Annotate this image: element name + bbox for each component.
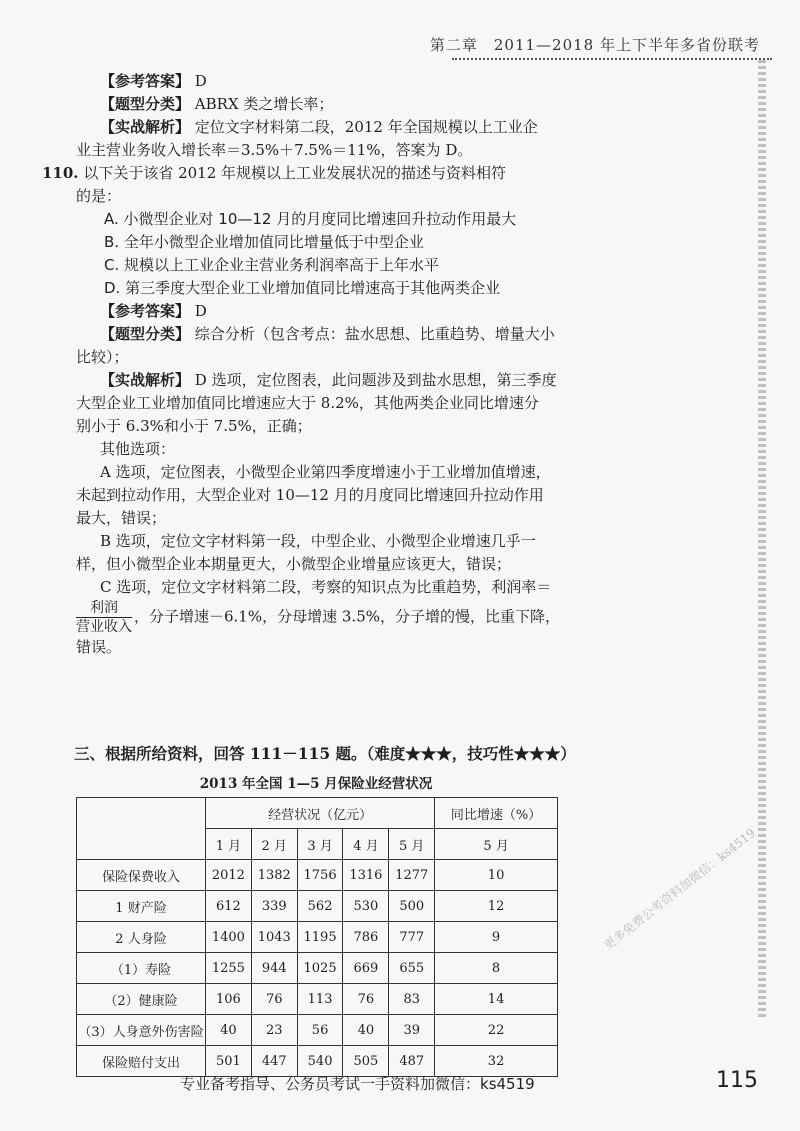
question-stem: 以下关于该省 2012 年规模以上工业发展状况的描述与资料相符 [83, 164, 507, 182]
other-options-label: 其他选项： [100, 440, 176, 458]
question-number: 110. [42, 164, 79, 182]
growth-cell: 14 [435, 984, 558, 1015]
fraction-numerator: 利润 [76, 599, 132, 618]
option-b: B. 全年小微型企业增加值同比增量低于中型企业 [104, 233, 424, 251]
growth-cell: 9 [435, 922, 558, 953]
fraction-denominator: 营业收入 [76, 619, 132, 635]
type-value: 比较）； [76, 348, 129, 366]
table-cell: 56 [297, 1015, 343, 1046]
analysis-label: 【实战解析】 [100, 371, 191, 389]
question-stem: 的是： [76, 187, 122, 205]
table-cell: 113 [297, 984, 343, 1015]
answer-value: D [194, 72, 207, 90]
table-cell: 501 [206, 1046, 252, 1077]
analysis-text: 定位文字材料第二段，2012 年全国规模以上工业企 [194, 118, 538, 136]
table-title: 2013 年全国 1—5 月保险业经营状况 [199, 776, 433, 792]
table-corner-cell [77, 798, 206, 860]
table-row [77, 922, 558, 953]
analysis-text: D 选项，定位图表，此问题涉及到盐水思想，第三季度 [194, 371, 557, 389]
growth-header: 同比增速（%） [435, 798, 558, 829]
footer-text: 专业备考指导、公务员考试一手资料加微信：ks4519 [180, 1075, 535, 1093]
table-cell: 76 [251, 984, 297, 1015]
table-cell: 505 [343, 1046, 389, 1077]
table-cell: 76 [343, 984, 389, 1015]
q110-type [76, 323, 556, 346]
page-number: 115 [716, 1068, 758, 1093]
header-divider [452, 58, 772, 60]
q110-stem [42, 162, 556, 185]
table-cell: 1400 [206, 922, 252, 953]
month-header: 3 月 [297, 829, 343, 860]
table-row [77, 1046, 558, 1077]
table-cell: 1195 [297, 922, 343, 953]
answer-value: D [194, 302, 207, 320]
table-cell: 500 [389, 891, 435, 922]
running-header: 第二章 2011—2018 年上下半年多省份联考 [429, 36, 760, 54]
table-row [77, 984, 558, 1015]
analysis-text: 别小于 6.3%和小于 7.5%，正确； [76, 417, 312, 435]
table-row [77, 953, 558, 984]
month-header: 5 月 [389, 829, 435, 860]
growth-cell: 22 [435, 1015, 558, 1046]
growth-month-header: 5 月 [435, 829, 558, 860]
row-label: 保险赔付支出 [77, 1046, 206, 1077]
table-header-row [77, 798, 558, 829]
growth-cell: 12 [435, 891, 558, 922]
profit-margin-fraction [76, 599, 132, 636]
table-cell: 1316 [343, 860, 389, 891]
growth-cell: 8 [435, 953, 558, 984]
option-c-analysis: 错误。 [76, 638, 122, 656]
table-cell: 944 [251, 953, 297, 984]
table-row [77, 860, 558, 891]
month-header: 2 月 [251, 829, 297, 860]
section-heading: 三、根据所给资料，回答 111－115 题。（难度★★★，技巧性★★★） [74, 744, 576, 763]
option-a-analysis: 最大，错误； [76, 509, 167, 527]
table-cell: 786 [343, 922, 389, 953]
table-cell: 655 [389, 953, 435, 984]
table-cell: 487 [389, 1046, 435, 1077]
q109-answer [76, 70, 556, 93]
row-label: 1 财产险 [77, 891, 206, 922]
table-cell: 1382 [251, 860, 297, 891]
option-a-analysis: A 选项，定位图表，小微型企业第四季度增速小于工业增加值增速， [100, 463, 551, 481]
table-row [77, 891, 558, 922]
group-header: 经营状况（亿元） [206, 798, 435, 829]
table-cell: 1043 [251, 922, 297, 953]
watermark: 更多免费公考资料加微信：ks4519 [601, 825, 758, 953]
type-label: 【题型分类】 [100, 95, 191, 113]
q110-analysis [76, 369, 556, 392]
q109-type [76, 93, 556, 116]
table-cell: 447 [251, 1046, 297, 1077]
q109-analysis [76, 116, 556, 139]
insurance-table [76, 797, 558, 1077]
table-cell: 669 [343, 953, 389, 984]
table-cell: 23 [251, 1015, 297, 1046]
growth-cell: 32 [435, 1046, 558, 1077]
row-label: 2 人身险 [77, 922, 206, 953]
table-cell: 2012 [206, 860, 252, 891]
table-cell: 39 [389, 1015, 435, 1046]
table-cell: 83 [389, 984, 435, 1015]
table-cell: 1756 [297, 860, 343, 891]
answer-label: 【参考答案】 [100, 302, 191, 320]
month-header: 4 月 [343, 829, 389, 860]
question-content [42, 70, 560, 659]
growth-cell: 10 [435, 860, 558, 891]
option-b-analysis: 样，但小微型企业本期量更大，小微型企业增量应该更大，错误； [76, 555, 512, 573]
option-a-analysis: 未起到拉动作用，大型企业对 10—12 月的月度同比增速回升拉动作用 [76, 486, 544, 504]
option-c-analysis: C 选项，定位文字材料第二段，考察的知识点为比重趋势，利润率＝ [100, 578, 552, 596]
table-cell: 339 [251, 891, 297, 922]
option-c-analysis-fraction-line [76, 599, 560, 636]
option-d: D. 第三季度大型企业工业增加值同比增速高于其他两类企业 [104, 279, 501, 297]
answer-label: 【参考答案】 [100, 72, 191, 90]
table-cell: 1255 [206, 953, 252, 984]
option-b-analysis: B 选项，定位文字材料第一段，中型企业、小微型企业增速几乎一 [100, 532, 536, 550]
type-label: 【题型分类】 [100, 325, 191, 343]
row-label: 保险保费收入 [77, 860, 206, 891]
table-cell: 612 [206, 891, 252, 922]
table-cell: 1277 [389, 860, 435, 891]
analysis-text: 业主营业务收入增长率＝3.5%＋7.5%＝11%，答案为 D。 [76, 141, 473, 159]
table-cell: 40 [206, 1015, 252, 1046]
table-cell: 777 [389, 922, 435, 953]
analysis-label: 【实战解析】 [100, 118, 191, 136]
q110-answer [76, 300, 556, 323]
row-label: （1）寿险 [77, 953, 206, 984]
table-cell: 530 [343, 891, 389, 922]
type-value: ABRX 类之增长率； [194, 95, 334, 113]
table-cell: 40 [343, 1015, 389, 1046]
type-value: 综合分析（包含考点：盐水思想、比重趋势、增量大小 [194, 325, 555, 343]
page-edge-decoration [758, 60, 766, 1020]
option-a: A. 小微型企业对 10—12 月的月度同比增速回升拉动作用最大 [104, 210, 517, 228]
month-header: 1 月 [206, 829, 252, 860]
table-row [77, 1015, 558, 1046]
table-cell: 540 [297, 1046, 343, 1077]
row-label: （3）人身意外伤害险 [77, 1015, 206, 1046]
row-label: （2）健康险 [77, 984, 206, 1015]
option-c-analysis: ，分子增速－6.1%，分母增速 3.5%，分子增的慢，比重下降， [134, 607, 560, 626]
analysis-text: 大型企业工业增加值同比增速应大于 8.2%，其他两类企业同比增速分 [76, 394, 539, 412]
table-cell: 106 [206, 984, 252, 1015]
option-c: C. 规模以上工业企业主营业务利润率高于上年水平 [104, 256, 440, 274]
table-cell: 1025 [297, 953, 343, 984]
table-cell: 562 [297, 891, 343, 922]
